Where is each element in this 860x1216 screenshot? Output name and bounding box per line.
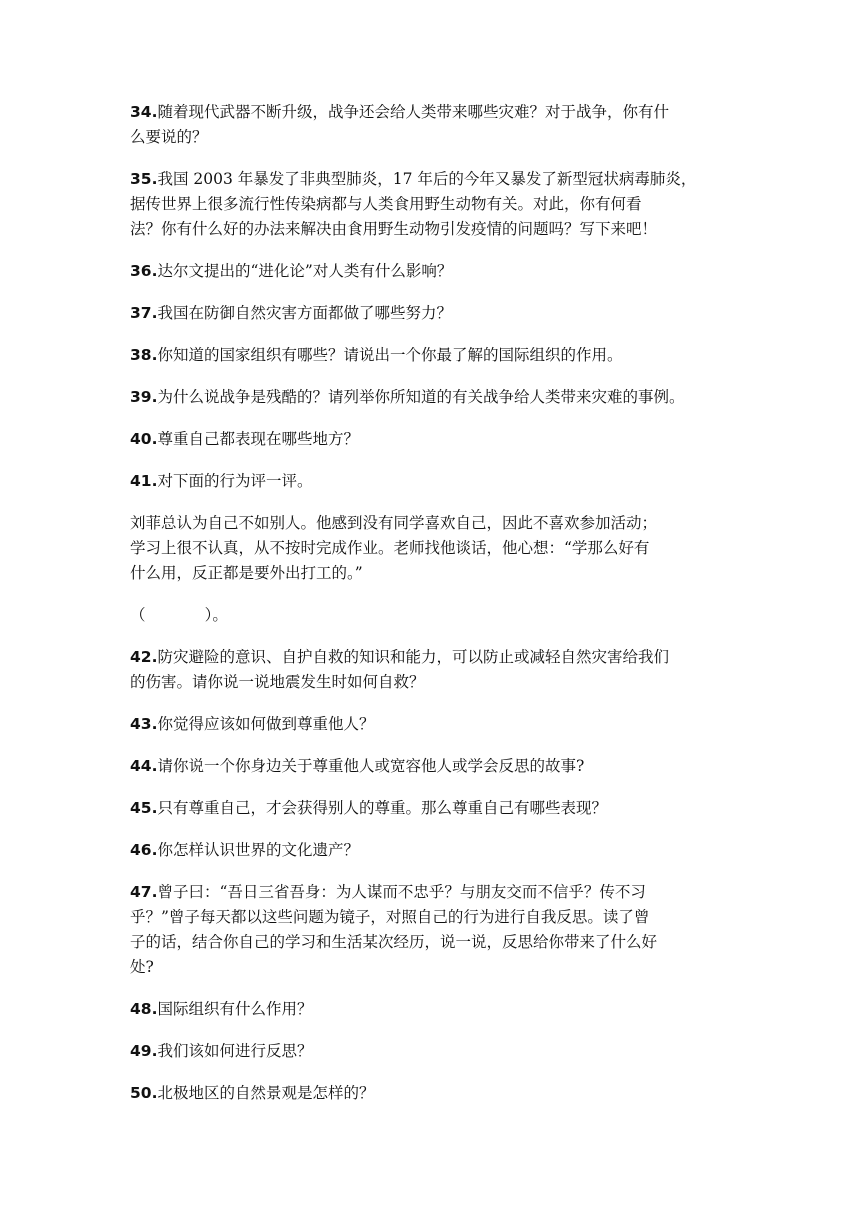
question-44 [130,754,742,779]
question-number: 35. [130,170,158,188]
question-42 [130,645,742,695]
question-38 [130,343,742,368]
question-text-line: 达尔文提出的“进化论”对人类有什么影响？ [157,262,453,280]
passage-line: 刘菲总认为自己不如别人。他感到没有同学喜欢自己，因此不喜欢参加活动； [130,514,658,532]
question-37 [130,301,742,326]
question-text-line: 为什么说战争是残酷的？请列举你所知道的有关战争给人类带来灾难的事例。 [157,388,685,406]
question-48 [130,997,742,1022]
question-number: 48. [130,1000,158,1018]
question-number: 50. [130,1084,158,1102]
question-text-line: 么要说的？ [130,128,208,146]
question-number: 47. [130,883,158,901]
question-number: 38. [130,346,158,364]
question-text-line: 北极地区的自然景观是怎样的？ [157,1084,375,1102]
question-34 [130,100,742,150]
question-36 [130,259,742,284]
question-39 [130,385,742,410]
question-number: 40. [130,430,158,448]
question-text-line: 曾子曰：“吾日三省吾身：为人谋而不忠乎？与朋友交而不信乎？传不习 [157,883,646,901]
passage-line: 什么用，反正都是要外出打工的。” [130,564,363,582]
question-text-line: 子的话，结合你自己的学习和生活某次经历，说一说，反思给你带来了什么好 [130,933,658,951]
question-number: 37. [130,304,158,322]
question-number: 49. [130,1042,158,1060]
question-text-line: 随着现代武器不断升级，战争还会给人类带来哪些灾难？对于战争，你有什 [157,103,669,121]
question-43 [130,712,742,737]
question-text-line: 法？你有什么好的办法来解决由食用野生动物引发疫情的问题吗？写下来吧！ [130,220,658,238]
question-number: 41. [130,472,158,490]
question-number: 43. [130,715,158,733]
question-50 [130,1081,742,1106]
question-46 [130,838,742,863]
question-text-line: 的伤害。请你说一说地震发生时如何自救？ [130,673,425,691]
question-text-line: 国际组织有什么作用？ [157,1000,313,1018]
question-text-line: 你觉得应该如何做到尊重他人？ [157,715,375,733]
question-number: 42. [130,648,158,666]
passage-line: 学习上很不认真，从不按时完成作业。老师找他谈话，他心想：“学那么好有 [130,539,650,557]
question-text-line: 我国在防御自然灾害方面都做了哪些努力？ [157,304,452,322]
question-text-line: 只有尊重自己，才会获得别人的尊重。那么尊重自己有哪些表现？ [157,799,607,817]
document-page [130,100,742,1123]
question-text-line: 我们该如何进行反思？ [157,1042,313,1060]
question-35 [130,167,742,242]
answer-blank: （ ）。 [130,606,228,624]
question-text-line: 乎？”曾子每天都以这些问题为镜子，对照自己的行为进行自我反思。读了曾 [130,908,650,926]
question-number: 34. [130,103,158,121]
question-text-line: 请你说一个你身边关于尊重他人或宽容他人或学会反思的故事? [157,757,585,775]
question-text-line: 你怎样认识世界的文化遗产？ [157,841,359,859]
question-number: 44. [130,757,158,775]
question-41-passage [130,511,742,586]
question-number: 39. [130,388,158,406]
question-number: 46. [130,841,158,859]
question-41 [130,469,742,494]
question-text-line: 处? [130,958,154,976]
question-number: 36. [130,262,158,280]
question-text-line: 尊重自己都表现在哪些地方？ [157,430,359,448]
question-text-line: 我国 2003 年暴发了非典型肺炎，17 年后的今年又暴发了新型冠状病毒肺炎， [157,170,697,188]
question-40 [130,427,742,452]
question-47 [130,880,742,980]
question-45 [130,796,742,821]
question-number: 45. [130,799,158,817]
question-text-line: 你知道的国家组织有哪些？请说出一个你最了解的国际组织的作用。 [157,346,623,364]
question-text-line: 对下面的行为评一评。 [157,472,313,490]
question-text-line: 据传世界上很多流行性传染病都与人类食用野生动物有关。对此，你有何看 [130,195,642,213]
question-49 [130,1039,742,1064]
question-text-line: 防灾避险的意识、自护自救的知识和能力，可以防止或减轻自然灾害给我们 [157,648,669,666]
